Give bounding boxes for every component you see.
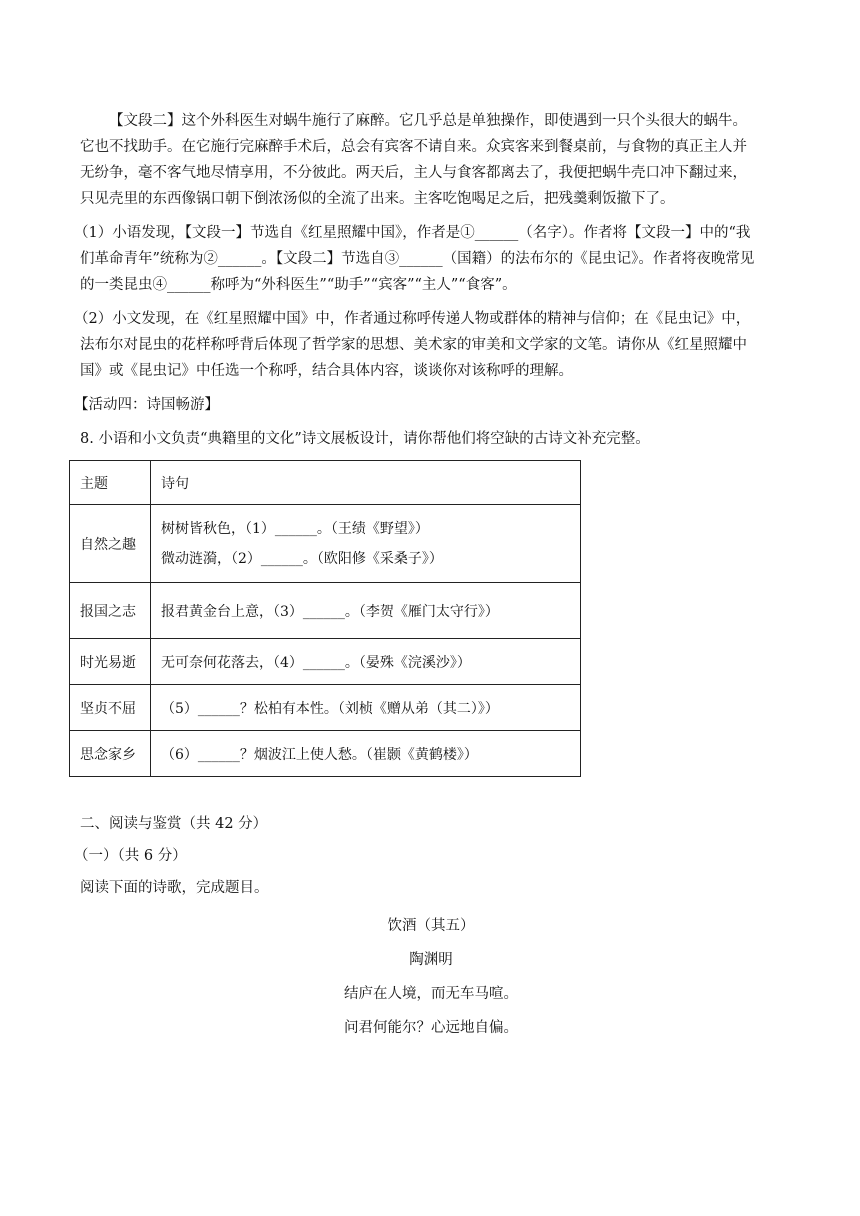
passage-2	[80, 108, 782, 212]
question-2-line: 法布尔对昆虫的花样称呼背后体现了哲学家的思想、美术家的审美和文学家的文笔。请你从《红星照耀中	[80, 337, 747, 353]
passage-2-line: 只见壳里的东西像锅口朝下倒浓汤似的全流了出来。主客吃饱喝足之后，把残羹剩饭撤下了。	[80, 191, 675, 207]
section-2-instruction: 阅读下面的诗歌，完成题目。	[80, 880, 269, 896]
table-cell-verse: （6）______？烟波江上使人愁。（崔颢《黄鹤楼》）	[151, 731, 581, 777]
table-cell-verse: 报君黄金台上意，（3）______。（李贺《雁门太守行》）	[151, 583, 581, 639]
verse-line: 微动涟漪，（2）______。（欧阳修《采桑子》）	[161, 550, 443, 567]
document-page	[74, 108, 782, 1041]
activity-4-heading: 【活动四：诗国畅游】	[74, 397, 219, 413]
table-header-verse: 诗句	[151, 461, 581, 505]
table-row	[70, 731, 581, 777]
table-header-theme: 主题	[70, 461, 151, 505]
table-row	[70, 639, 581, 685]
table-row	[70, 583, 581, 639]
poem-title: 饮酒（其五）	[387, 918, 475, 934]
section-2-part-1: （一）（共 6 分）	[74, 848, 187, 864]
table-cell-theme: 自然之趣	[70, 505, 151, 583]
question-1	[74, 220, 782, 298]
table-cell-verse: （5）______？松柏有本性。（刘桢《赠从弟（其二）》）	[151, 685, 581, 731]
table-cell-theme: 坚贞不屈	[70, 685, 151, 731]
passage-2-line: 【文段二】这个外科医生对蜗牛施行了麻醉。它几乎总是单独操作，即使遇到一只个头很大的蜗牛。	[109, 113, 747, 129]
section-2	[74, 811, 782, 901]
verse-line: 树树皆秋色，（1）______。（王绩《野望》）	[161, 520, 429, 537]
section-2-heading: 二、阅读与鉴赏（共 42 分）	[80, 816, 268, 832]
poetry-table	[69, 460, 581, 777]
table-cell-theme: 思念家乡	[70, 731, 151, 777]
question-2-line: （2）小文发现，在《红星照耀中国》中，作者通过称呼传递人物或群体的精神与信仰；在《昆虫记》中，	[74, 311, 751, 327]
poem-line: 结庐在人境，而无车马喧。	[344, 986, 518, 1002]
table-row	[70, 505, 581, 583]
poem-author: 陶渊明	[409, 952, 453, 968]
question-1-line: 的一类昆虫④______称呼为“外科医生”“助手”“宾客”“主人”“食客”。	[80, 277, 517, 293]
passage-2-line: 无纷争，毫不客气地尽情享用，不分彼此。两天后，主人与食客都离去了，我便把蜗牛壳口冲下翻过来，	[80, 165, 747, 181]
table-cell-theme: 时光易逝	[70, 639, 151, 685]
table-cell-verse: 无可奈何花落去，（4）______。（晏殊《浣溪沙》）	[151, 639, 581, 685]
poem	[80, 913, 782, 1041]
passage-2-line: 它也不找助手。在它施行完麻醉手术后，总会有宾客不请自来。众宾客来到餐桌前，与食物的真正主人并	[80, 139, 747, 155]
question-2	[74, 306, 782, 384]
table-row	[70, 685, 581, 731]
poem-line: 问君何能尔？心远地自偏。	[344, 1020, 518, 1036]
question-1-line: 们革命青年”统称为②______。【文段二】节选自③______（国籍）的法布尔的《昆虫记》。作者将夜晚常见	[80, 251, 755, 267]
question-1-line: （1）小语发现，【文段一】节选自《红星照耀中国》，作者是①______（名字）。作者将【文段一】中的“我	[74, 225, 751, 241]
question-2-line: 国》或《昆虫记》中任选一个称呼，结合具体内容，谈谈你对该称呼的理解。	[80, 363, 573, 379]
table-cell-verse	[151, 505, 581, 583]
question-8: 8. 小语和小文负责“典籍里的文化”诗文展板设计，请你帮他们将空缺的古诗文补充完整。	[80, 431, 650, 447]
table-header-row	[70, 461, 581, 505]
table-cell-theme: 报国之志	[70, 583, 151, 639]
